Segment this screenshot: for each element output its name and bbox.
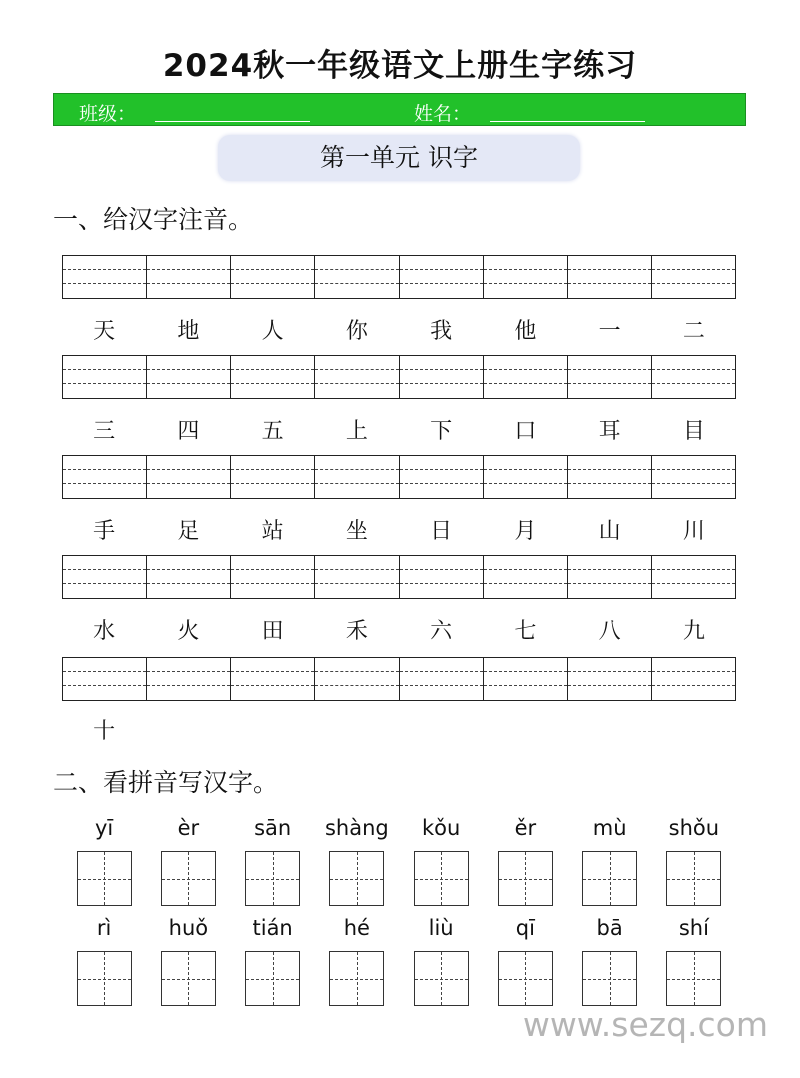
pinyin-cell[interactable] — [315, 556, 399, 598]
tianzige-box[interactable] — [414, 851, 469, 906]
pinyin-cell[interactable] — [63, 456, 147, 498]
hanzi-character: 十 — [93, 719, 116, 744]
hanzi-character — [568, 714, 652, 745]
pinyin-label: shí — [678, 916, 709, 940]
tianzige-box[interactable] — [161, 851, 216, 906]
tianzige-box[interactable] — [77, 851, 132, 906]
pinyin-cell[interactable] — [484, 556, 568, 598]
tianzige-box[interactable] — [245, 951, 300, 1006]
pinyin-cell[interactable] — [231, 658, 315, 700]
pinyin-writing-grid — [62, 455, 736, 499]
pinyin-cell[interactable] — [400, 356, 484, 398]
pinyin-label: mù — [592, 816, 627, 840]
hanzi-character: 站 — [261, 519, 284, 544]
hanzi-character: 坐 — [345, 519, 368, 544]
section2-heading: 二、看拼音写汉字。 — [53, 768, 279, 797]
pinyin-cell[interactable] — [315, 356, 399, 398]
pinyin-writing-grid — [62, 657, 736, 701]
pinyin-label: sān — [254, 816, 292, 840]
hanzi-character — [652, 714, 736, 745]
pinyin-writing-grid — [62, 255, 736, 299]
pinyin-cell[interactable] — [484, 356, 568, 398]
pinyin-cell[interactable] — [147, 556, 231, 598]
pinyin-cell[interactable] — [315, 658, 399, 700]
page-title: 2024秋一年级语文上册生字练习 — [162, 48, 638, 84]
pinyin-label: hé — [343, 916, 370, 940]
hanzi-character: 火 — [177, 619, 200, 644]
tianzige-box[interactable] — [666, 951, 721, 1006]
hanzi-character: 山 — [598, 519, 621, 544]
pinyin-cell[interactable] — [231, 456, 315, 498]
section1-heading: 一、给汉字注音。 — [53, 205, 254, 234]
hanzi-character: 田 — [261, 619, 284, 644]
pinyin-cell[interactable] — [147, 658, 231, 700]
pinyin-cell[interactable] — [568, 658, 652, 700]
pinyin-writing-grid — [62, 355, 736, 399]
pinyin-cell[interactable] — [147, 356, 231, 398]
tianzige-box[interactable] — [329, 851, 384, 906]
pinyin-cell[interactable] — [484, 658, 568, 700]
pinyin-label: tián — [252, 916, 293, 940]
pinyin-cell[interactable] — [63, 356, 147, 398]
tianzige-box[interactable] — [498, 851, 553, 906]
tianzige-box[interactable] — [666, 851, 721, 906]
pinyin-row — [62, 916, 736, 940]
pinyin-label: huǒ — [168, 916, 209, 940]
student-info-bar — [53, 93, 746, 126]
pinyin-cell[interactable] — [568, 556, 652, 598]
pinyin-cell[interactable] — [63, 556, 147, 598]
tianzige-box[interactable] — [498, 951, 553, 1006]
hanzi-character: 七 — [514, 619, 537, 644]
pinyin-cell[interactable] — [652, 658, 735, 700]
tianzige-box[interactable] — [582, 951, 637, 1006]
pinyin-cell[interactable] — [147, 456, 231, 498]
hanzi-character: 日 — [430, 519, 453, 544]
tianzige-row — [62, 851, 736, 906]
character-row — [62, 614, 736, 645]
pinyin-cell[interactable] — [652, 256, 735, 298]
pinyin-cell[interactable] — [400, 658, 484, 700]
hanzi-character: 上 — [345, 419, 368, 444]
pinyin-label: liù — [428, 916, 454, 940]
hanzi-character: 九 — [682, 619, 705, 644]
pinyin-label: ěr — [514, 816, 537, 840]
tianzige-box[interactable] — [329, 951, 384, 1006]
hanzi-character: 天 — [93, 319, 116, 344]
hanzi-character — [146, 714, 230, 745]
hanzi-character: 三 — [93, 419, 116, 444]
pinyin-cell[interactable] — [652, 456, 735, 498]
character-row — [62, 314, 736, 345]
hanzi-character: 手 — [93, 519, 116, 544]
tianzige-row — [62, 951, 736, 1006]
pinyin-cell[interactable] — [400, 256, 484, 298]
hanzi-character: 川 — [682, 519, 705, 544]
pinyin-cell[interactable] — [400, 456, 484, 498]
pinyin-cell[interactable] — [147, 256, 231, 298]
pinyin-label: bā — [596, 916, 623, 940]
pinyin-cell[interactable] — [484, 456, 568, 498]
character-row — [62, 414, 736, 445]
pinyin-row — [62, 816, 736, 840]
tianzige-box[interactable] — [161, 951, 216, 1006]
hanzi-character: 下 — [430, 419, 453, 444]
hanzi-character — [483, 714, 567, 745]
name-field[interactable] — [490, 121, 645, 122]
hanzi-character: 地 — [177, 319, 200, 344]
hanzi-character: 禾 — [345, 619, 368, 644]
hanzi-character: 我 — [430, 319, 453, 344]
pinyin-cell[interactable] — [484, 256, 568, 298]
pinyin-label: rì — [96, 916, 112, 940]
pinyin-cell[interactable] — [231, 356, 315, 398]
hanzi-character: 口 — [514, 419, 537, 444]
tianzige-box[interactable] — [582, 851, 637, 906]
class-field[interactable] — [155, 121, 310, 122]
hanzi-character: 六 — [430, 619, 453, 644]
class-label: 班级： — [79, 103, 137, 125]
tianzige-box[interactable] — [77, 951, 132, 1006]
hanzi-character: 他 — [514, 319, 537, 344]
pinyin-cell[interactable] — [63, 256, 147, 298]
unit-title: 第一单元 识字 — [218, 135, 580, 181]
pinyin-cell[interactable] — [568, 356, 652, 398]
hanzi-character: 目 — [682, 419, 705, 444]
pinyin-cell[interactable] — [315, 256, 399, 298]
hanzi-character — [399, 714, 483, 745]
pinyin-label: shàng — [324, 816, 389, 840]
tianzige-box[interactable] — [245, 851, 300, 906]
pinyin-cell[interactable] — [400, 556, 484, 598]
pinyin-label: yī — [94, 816, 114, 840]
hanzi-character: 月 — [514, 519, 537, 544]
pinyin-label: qī — [515, 916, 535, 940]
pinyin-writing-grid — [62, 555, 736, 599]
name-label: 姓名： — [414, 103, 472, 125]
hanzi-character: 五 — [261, 419, 284, 444]
hanzi-character: 四 — [177, 419, 200, 444]
pinyin-cell[interactable] — [231, 256, 315, 298]
pinyin-label: shǒu — [668, 816, 720, 840]
hanzi-character: 人 — [261, 319, 284, 344]
hanzi-character: 你 — [345, 319, 368, 344]
hanzi-character: 二 — [682, 319, 705, 344]
hanzi-character — [231, 714, 315, 745]
pinyin-cell[interactable] — [231, 556, 315, 598]
pinyin-label: kǒu — [421, 816, 461, 840]
pinyin-cell[interactable] — [652, 556, 735, 598]
character-row — [62, 714, 736, 745]
watermark: www.sezq.com — [522, 1005, 768, 1044]
character-row — [62, 514, 736, 545]
pinyin-label: èr — [177, 816, 200, 840]
hanzi-character: 一 — [598, 319, 621, 344]
pinyin-cell[interactable] — [568, 256, 652, 298]
hanzi-character: 水 — [93, 619, 116, 644]
hanzi-character: 耳 — [598, 419, 621, 444]
hanzi-character: 足 — [177, 519, 200, 544]
hanzi-character — [315, 714, 399, 745]
pinyin-cell[interactable] — [568, 456, 652, 498]
pinyin-cell[interactable] — [652, 356, 735, 398]
tianzige-box[interactable] — [414, 951, 469, 1006]
pinyin-cell[interactable] — [63, 658, 147, 700]
pinyin-cell[interactable] — [315, 456, 399, 498]
hanzi-character: 八 — [598, 619, 621, 644]
